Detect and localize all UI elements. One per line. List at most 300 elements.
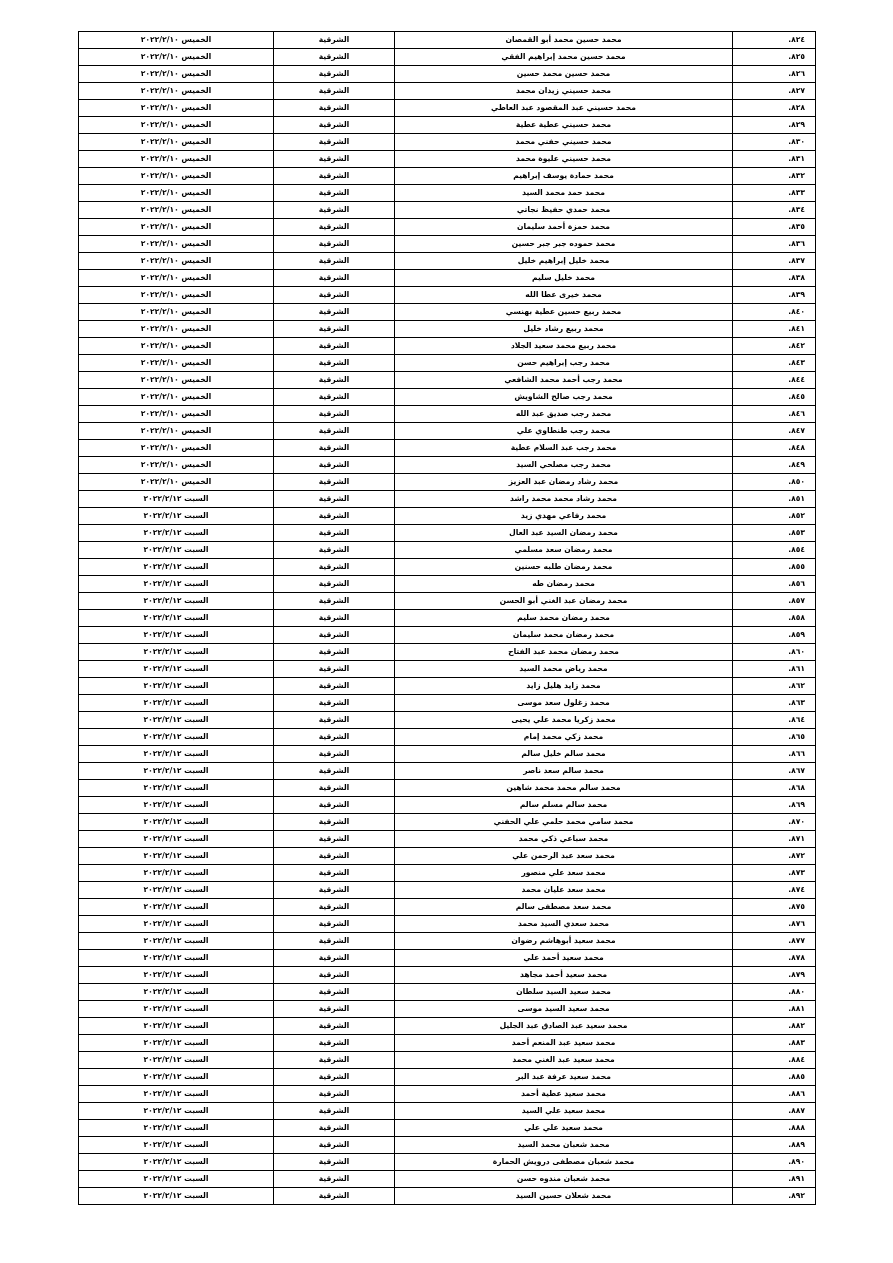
governorate: الشرقية: [274, 984, 395, 1001]
governorate: الشرقية: [274, 576, 395, 593]
governorate: الشرقية: [274, 1052, 395, 1069]
table-row: [79, 644, 816, 661]
row-number: ٨٨٨.: [733, 1120, 816, 1137]
person-name: محمد خليل إبراهيم خليل: [395, 253, 733, 270]
row-number: ٨٢٦.: [733, 66, 816, 83]
row-number: ٨٤٨.: [733, 440, 816, 457]
table-row: [79, 389, 816, 406]
exam-date: السبت ٢٠٢٢/٢/١٢: [79, 882, 274, 899]
governorate: الشرقية: [274, 712, 395, 729]
row-number: ٨٧٣.: [733, 865, 816, 882]
exam-date: السبت ٢٠٢٢/٢/١٢: [79, 814, 274, 831]
person-name: محمد رياض محمد السيد: [395, 661, 733, 678]
exam-date: السبت ٢٠٢٢/٢/١٢: [79, 967, 274, 984]
governorate: الشرقية: [274, 644, 395, 661]
exam-date: السبت ٢٠٢٢/٢/١٢: [79, 593, 274, 610]
person-name: محمد سعيد عبد الصادق عبد الجليل: [395, 1018, 733, 1035]
governorate: الشرقية: [274, 457, 395, 474]
governorate: الشرقية: [274, 406, 395, 423]
table-row: [79, 1154, 816, 1171]
row-number: ٨٧٩.: [733, 967, 816, 984]
table-row: [79, 219, 816, 236]
row-number: ٨٥٧.: [733, 593, 816, 610]
table-row: [79, 355, 816, 372]
exam-date: السبت ٢٠٢٢/٢/١٢: [79, 661, 274, 678]
governorate: الشرقية: [274, 899, 395, 916]
governorate: الشرقية: [274, 1035, 395, 1052]
exam-date: السبت ٢٠٢٢/٢/١٢: [79, 763, 274, 780]
table-row: [79, 695, 816, 712]
governorate: الشرقية: [274, 1154, 395, 1171]
exam-date: السبت ٢٠٢٢/٢/١٢: [79, 542, 274, 559]
table-row: [79, 627, 816, 644]
person-name: محمد سعيد عرفة عبد البر: [395, 1069, 733, 1086]
table-row: [79, 610, 816, 627]
governorate: الشرقية: [274, 1001, 395, 1018]
table-row: [79, 525, 816, 542]
governorate: الشرقية: [274, 185, 395, 202]
row-number: ٨٢٥.: [733, 49, 816, 66]
table-row: [79, 457, 816, 474]
row-number: ٨٦٥.: [733, 729, 816, 746]
person-name: محمد ربيع حسين عطية بهنسي: [395, 304, 733, 321]
governorate: الشرقية: [274, 1137, 395, 1154]
row-number: ٨٤٦.: [733, 406, 816, 423]
row-number: ٨٢٨.: [733, 100, 816, 117]
person-name: محمد رمضان طلبه حسنين: [395, 559, 733, 576]
table-row: [79, 270, 816, 287]
person-name: محمد سالم مسلم سالم: [395, 797, 733, 814]
exam-date: الخميس ٢٠٢٢/٢/١٠: [79, 202, 274, 219]
row-number: ٨٤٤.: [733, 372, 816, 389]
person-name: محمد زكي محمد إمام: [395, 729, 733, 746]
row-number: ٨٤٩.: [733, 457, 816, 474]
governorate: الشرقية: [274, 151, 395, 168]
person-name: محمد حمزة أحمد سليمان: [395, 219, 733, 236]
person-name: محمد ربيع محمد سعيد الجلاد: [395, 338, 733, 355]
governorate: الشرقية: [274, 1120, 395, 1137]
table-row: [79, 882, 816, 899]
governorate: الشرقية: [274, 695, 395, 712]
exam-date: السبت ٢٠٢٢/٢/١٢: [79, 831, 274, 848]
governorate: الشرقية: [274, 882, 395, 899]
row-number: ٨٤٣.: [733, 355, 816, 372]
row-number: ٨٥١.: [733, 491, 816, 508]
person-name: محمد رجب أحمد محمد الشافعي: [395, 372, 733, 389]
row-number: ٨٣٤.: [733, 202, 816, 219]
person-name: محمد سعد عبد الرحمن علي: [395, 848, 733, 865]
person-name: محمد حسين محمد إبراهيم الفقي: [395, 49, 733, 66]
row-number: ٨٦٢.: [733, 678, 816, 695]
exam-date: الخميس ٢٠٢٢/٢/١٠: [79, 474, 274, 491]
row-number: ٨٦٤.: [733, 712, 816, 729]
governorate: الشرقية: [274, 202, 395, 219]
table-row: [79, 1188, 816, 1205]
person-name: محمد سعيد عطية أحمد: [395, 1086, 733, 1103]
table-row: [79, 1001, 816, 1018]
exam-date: الخميس ٢٠٢٢/٢/١٠: [79, 270, 274, 287]
row-number: ٨٢٤.: [733, 32, 816, 49]
row-number: ٨٥٨.: [733, 610, 816, 627]
table-row: [79, 66, 816, 83]
row-number: ٨٨٤.: [733, 1052, 816, 1069]
row-number: ٨٦٣.: [733, 695, 816, 712]
table-row: [79, 236, 816, 253]
row-number: ٨٩٢.: [733, 1188, 816, 1205]
row-number: ٨٣١.: [733, 151, 816, 168]
exam-date: السبت ٢٠٢٢/٢/١٢: [79, 1103, 274, 1120]
person-name: محمد زغلول سعد موسى: [395, 695, 733, 712]
governorate: الشرقية: [274, 100, 395, 117]
row-number: ٨٣٦.: [733, 236, 816, 253]
person-name: محمد حسين محمد أبو القمصان: [395, 32, 733, 49]
person-name: محمد رشاد رمضان عبد العزيز: [395, 474, 733, 491]
governorate: الشرقية: [274, 287, 395, 304]
exam-date: الخميس ٢٠٢٢/٢/١٠: [79, 389, 274, 406]
person-name: محمد سعيد السيد سلطان: [395, 984, 733, 1001]
person-name: محمد ربيع رشاد خليل: [395, 321, 733, 338]
exam-date: السبت ٢٠٢٢/٢/١٢: [79, 1018, 274, 1035]
exam-date: السبت ٢٠٢٢/٢/١٢: [79, 712, 274, 729]
exam-date: الخميس ٢٠٢٢/٢/١٠: [79, 440, 274, 457]
table-row: [79, 593, 816, 610]
exam-date: السبت ٢٠٢٢/٢/١٢: [79, 1137, 274, 1154]
exam-date: الخميس ٢٠٢٢/٢/١٠: [79, 100, 274, 117]
row-number: ٨٨٣.: [733, 1035, 816, 1052]
person-name: محمد رمضان محمد سليم: [395, 610, 733, 627]
row-number: ٨٧٨.: [733, 950, 816, 967]
row-number: ٨٣٣.: [733, 185, 816, 202]
governorate: الشرقية: [274, 933, 395, 950]
exam-date: السبت ٢٠٢٢/٢/١٢: [79, 1086, 274, 1103]
governorate: الشرقية: [274, 865, 395, 882]
exam-date: السبت ٢٠٢٢/٢/١٢: [79, 1188, 274, 1205]
exam-date: السبت ٢٠٢٢/٢/١٢: [79, 1069, 274, 1086]
table-row: [79, 338, 816, 355]
person-name: محمد رشاد محمد محمد راشد: [395, 491, 733, 508]
names-table: [78, 31, 816, 1205]
exam-date: السبت ٢٠٢٢/٢/١٢: [79, 899, 274, 916]
exam-date: الخميس ٢٠٢٢/٢/١٠: [79, 338, 274, 355]
person-name: محمد شعبان مندوه حسن: [395, 1171, 733, 1188]
person-name: محمد حمادة يوسف إبراهيم: [395, 168, 733, 185]
table-row: [79, 661, 816, 678]
exam-date: الخميس ٢٠٢٢/٢/١٠: [79, 117, 274, 134]
row-number: ٨٥٣.: [733, 525, 816, 542]
exam-date: السبت ٢٠٢٢/٢/١٢: [79, 491, 274, 508]
person-name: محمد رمضان محمد سليمان: [395, 627, 733, 644]
person-name: محمد رجب عبد السلام عطية: [395, 440, 733, 457]
exam-date: الخميس ٢٠٢٢/٢/١٠: [79, 219, 274, 236]
row-number: ٨٥٦.: [733, 576, 816, 593]
person-name: محمد سعيد أحمد علي: [395, 950, 733, 967]
row-number: ٨٨٢.: [733, 1018, 816, 1035]
governorate: الشرقية: [274, 491, 395, 508]
exam-date: الخميس ٢٠٢٢/٢/١٠: [79, 49, 274, 66]
exam-date: السبت ٢٠٢٢/٢/١٢: [79, 780, 274, 797]
governorate: الشرقية: [274, 831, 395, 848]
row-number: ٨٤٥.: [733, 389, 816, 406]
governorate: الشرقية: [274, 763, 395, 780]
person-name: محمد رمضان عبد الغني أبو الحسن: [395, 593, 733, 610]
exam-date: السبت ٢٠٢٢/٢/١٢: [79, 695, 274, 712]
person-name: محمد حسيني عليوة محمد: [395, 151, 733, 168]
table-row: [79, 134, 816, 151]
governorate: الشرقية: [274, 304, 395, 321]
person-name: محمد سعد عليان محمد: [395, 882, 733, 899]
exam-date: الخميس ٢٠٢٢/٢/١٠: [79, 32, 274, 49]
exam-date: الخميس ٢٠٢٢/٢/١٠: [79, 304, 274, 321]
table-row: [79, 1086, 816, 1103]
governorate: الشرقية: [274, 168, 395, 185]
exam-date: السبت ٢٠٢٢/٢/١٢: [79, 1154, 274, 1171]
row-number: ٨٨١.: [733, 1001, 816, 1018]
governorate: الشرقية: [274, 950, 395, 967]
row-number: ٨٣٢.: [733, 168, 816, 185]
person-name: محمد رمضان محمد عبد الفتاح: [395, 644, 733, 661]
row-number: ٨٧٧.: [733, 933, 816, 950]
governorate: الشرقية: [274, 559, 395, 576]
governorate: الشرقية: [274, 797, 395, 814]
governorate: الشرقية: [274, 1086, 395, 1103]
table-row: [79, 899, 816, 916]
exam-date: السبت ٢٠٢٢/٢/١٢: [79, 1052, 274, 1069]
table-row: [79, 202, 816, 219]
row-number: ٨٤٧.: [733, 423, 816, 440]
table-row: [79, 1137, 816, 1154]
governorate: الشرقية: [274, 1069, 395, 1086]
governorate: الشرقية: [274, 848, 395, 865]
table-row: [79, 423, 816, 440]
table-row: [79, 1171, 816, 1188]
governorate: الشرقية: [274, 338, 395, 355]
exam-date: السبت ٢٠٢٢/٢/١٢: [79, 848, 274, 865]
row-number: ٨٢٧.: [733, 83, 816, 100]
person-name: محمد حسيني عبد المقصود عبد العاطي: [395, 100, 733, 117]
governorate: الشرقية: [274, 627, 395, 644]
row-number: ٨٤٠.: [733, 304, 816, 321]
governorate: الشرقية: [274, 117, 395, 134]
governorate: الشرقية: [274, 729, 395, 746]
exam-date: السبت ٢٠٢٢/٢/١٢: [79, 678, 274, 695]
governorate: الشرقية: [274, 66, 395, 83]
table-row: [79, 729, 816, 746]
row-number: ٨٣٨.: [733, 270, 816, 287]
exam-date: السبت ٢٠٢٢/٢/١٢: [79, 576, 274, 593]
person-name: محمد سعيد أبوهاشم رضوان: [395, 933, 733, 950]
exam-date: السبت ٢٠٢٢/٢/١٢: [79, 950, 274, 967]
exam-date: السبت ٢٠٢٢/٢/١٢: [79, 508, 274, 525]
exam-date: السبت ٢٠٢٢/٢/١٢: [79, 984, 274, 1001]
exam-date: الخميس ٢٠٢٢/٢/١٠: [79, 168, 274, 185]
exam-date: السبت ٢٠٢٢/٢/١٢: [79, 610, 274, 627]
row-number: ٨٧٥.: [733, 899, 816, 916]
person-name: محمد خليل سليم: [395, 270, 733, 287]
exam-date: السبت ٢٠٢٢/٢/١٢: [79, 627, 274, 644]
row-number: ٨٥٠.: [733, 474, 816, 491]
governorate: الشرقية: [274, 372, 395, 389]
governorate: الشرقية: [274, 1018, 395, 1035]
table-row: [79, 678, 816, 695]
table-row: [79, 542, 816, 559]
exam-date: الخميس ٢٠٢٢/٢/١٠: [79, 236, 274, 253]
person-name: محمد شعبان مصطفى درويش الحمارة: [395, 1154, 733, 1171]
person-name: محمد سامي محمد حلمي علي الحفني: [395, 814, 733, 831]
exam-date: السبت ٢٠٢٢/٢/١٢: [79, 729, 274, 746]
person-name: محمد سالم خليل سالم: [395, 746, 733, 763]
table-row: [79, 83, 816, 100]
exam-date: الخميس ٢٠٢٢/٢/١٠: [79, 355, 274, 372]
table-row: [79, 49, 816, 66]
governorate: الشرقية: [274, 270, 395, 287]
governorate: الشرقية: [274, 49, 395, 66]
person-name: محمد سعيد أحمد مجاهد: [395, 967, 733, 984]
governorate: الشرقية: [274, 661, 395, 678]
table-row: [79, 780, 816, 797]
row-number: ٨٩١.: [733, 1171, 816, 1188]
person-name: محمد رجب إبراهيم حسن: [395, 355, 733, 372]
table-row: [79, 287, 816, 304]
governorate: الشرقية: [274, 542, 395, 559]
person-name: محمد حمد محمد السيد: [395, 185, 733, 202]
governorate: الشرقية: [274, 440, 395, 457]
person-name: محمد رجب صالح الشاويش: [395, 389, 733, 406]
person-name: محمد رجب مصلحي السيد: [395, 457, 733, 474]
table-row: [79, 32, 816, 49]
row-number: ٨٣٩.: [733, 287, 816, 304]
exam-date: السبت ٢٠٢٢/٢/١٢: [79, 916, 274, 933]
exam-date: الخميس ٢٠٢٢/٢/١٠: [79, 134, 274, 151]
exam-date: السبت ٢٠٢٢/٢/١٢: [79, 644, 274, 661]
person-name: محمد رمضان سعد مسلمي: [395, 542, 733, 559]
row-number: ٨٣٥.: [733, 219, 816, 236]
table-row: [79, 304, 816, 321]
person-name: محمد زكريا محمد علي يحيى: [395, 712, 733, 729]
table-row: [79, 865, 816, 882]
row-number: ٨٨٦.: [733, 1086, 816, 1103]
exam-date: السبت ٢٠٢٢/٢/١٢: [79, 559, 274, 576]
exam-date: الخميس ٢٠٢٢/٢/١٠: [79, 83, 274, 100]
row-number: ٨٩٠.: [733, 1154, 816, 1171]
person-name: محمد سعد مصطفى سالم: [395, 899, 733, 916]
person-name: محمد رجب طنطاوي علي: [395, 423, 733, 440]
table-row: [79, 474, 816, 491]
table-row: [79, 559, 816, 576]
row-number: ٨٢٩.: [733, 117, 816, 134]
row-number: ٨٧٢.: [733, 848, 816, 865]
table-row: [79, 406, 816, 423]
table-row: [79, 848, 816, 865]
table-row: [79, 967, 816, 984]
row-number: ٨٧٤.: [733, 882, 816, 899]
row-number: ٨٦٨.: [733, 780, 816, 797]
table-row: [79, 321, 816, 338]
person-name: محمد سعيد عبد المنعم أحمد: [395, 1035, 733, 1052]
table-row: [79, 1018, 816, 1035]
table-row: [79, 253, 816, 270]
exam-date: السبت ٢٠٢٢/٢/١٢: [79, 865, 274, 882]
table-row: [79, 168, 816, 185]
person-name: محمد شعلان حسين السيد: [395, 1188, 733, 1205]
table-row: [79, 746, 816, 763]
row-number: ٨٦٠.: [733, 644, 816, 661]
table-body: [79, 32, 816, 1205]
row-number: ٨٧١.: [733, 831, 816, 848]
governorate: الشرقية: [274, 355, 395, 372]
governorate: الشرقية: [274, 1188, 395, 1205]
exam-date: الخميس ٢٠٢٢/٢/١٠: [79, 66, 274, 83]
exam-date: السبت ٢٠٢٢/٢/١٢: [79, 797, 274, 814]
person-name: محمد سعيد علي السيد: [395, 1103, 733, 1120]
table-row: [79, 933, 816, 950]
governorate: الشرقية: [274, 1171, 395, 1188]
row-number: ٨٦٩.: [733, 797, 816, 814]
governorate: الشرقية: [274, 508, 395, 525]
exam-date: الخميس ٢٠٢٢/٢/١٠: [79, 457, 274, 474]
row-number: ٨٥٩.: [733, 627, 816, 644]
person-name: محمد حموده جبر جبر حسين: [395, 236, 733, 253]
governorate: الشرقية: [274, 593, 395, 610]
person-name: محمد حسيني حفني محمد: [395, 134, 733, 151]
table-row: [79, 831, 816, 848]
person-name: محمد رجب صديق عبد الله: [395, 406, 733, 423]
row-number: ٨٧٠.: [733, 814, 816, 831]
person-name: محمد سباعي ذكي محمد: [395, 831, 733, 848]
row-number: ٨٣٧.: [733, 253, 816, 270]
row-number: ٨٣٠.: [733, 134, 816, 151]
governorate: الشرقية: [274, 678, 395, 695]
person-name: محمد زايد هليل زايد: [395, 678, 733, 695]
exam-date: السبت ٢٠٢٢/٢/١٢: [79, 1120, 274, 1137]
table-row: [79, 117, 816, 134]
row-number: ٨٤١.: [733, 321, 816, 338]
person-name: محمد سعد علي منصور: [395, 865, 733, 882]
person-name: محمد شعبان محمد السيد: [395, 1137, 733, 1154]
row-number: ٨٥٤.: [733, 542, 816, 559]
exam-date: السبت ٢٠٢٢/٢/١٢: [79, 1171, 274, 1188]
governorate: الشرقية: [274, 610, 395, 627]
person-name: محمد سعيد عبد الغني محمد: [395, 1052, 733, 1069]
exam-date: الخميس ٢٠٢٢/٢/١٠: [79, 253, 274, 270]
table-row: [79, 1069, 816, 1086]
governorate: الشرقية: [274, 253, 395, 270]
table-row: [79, 814, 816, 831]
exam-date: الخميس ٢٠٢٢/٢/١٠: [79, 321, 274, 338]
governorate: الشرقية: [274, 321, 395, 338]
table-row: [79, 576, 816, 593]
exam-date: الخميس ٢٠٢٢/٢/١٠: [79, 372, 274, 389]
row-number: ٨٨٠.: [733, 984, 816, 1001]
table-row: [79, 950, 816, 967]
person-name: محمد حسيني عطية عطية: [395, 117, 733, 134]
person-name: محمد سعدي السيد محمد: [395, 916, 733, 933]
exam-date: الخميس ٢٠٢٢/٢/١٠: [79, 185, 274, 202]
governorate: الشرقية: [274, 83, 395, 100]
exam-date: السبت ٢٠٢٢/٢/١٢: [79, 1035, 274, 1052]
table-row: [79, 916, 816, 933]
person-name: محمد رمضان السيد عبد العال: [395, 525, 733, 542]
governorate: الشرقية: [274, 134, 395, 151]
governorate: الشرقية: [274, 219, 395, 236]
governorate: الشرقية: [274, 916, 395, 933]
person-name: محمد سالم سعد ناصر: [395, 763, 733, 780]
exam-date: الخميس ٢٠٢٢/٢/١٠: [79, 287, 274, 304]
row-number: ٨٦١.: [733, 661, 816, 678]
exam-date: السبت ٢٠٢٢/٢/١٢: [79, 933, 274, 950]
row-number: ٨٥٢.: [733, 508, 816, 525]
table-row: [79, 1120, 816, 1137]
row-number: ٨٦٦.: [733, 746, 816, 763]
